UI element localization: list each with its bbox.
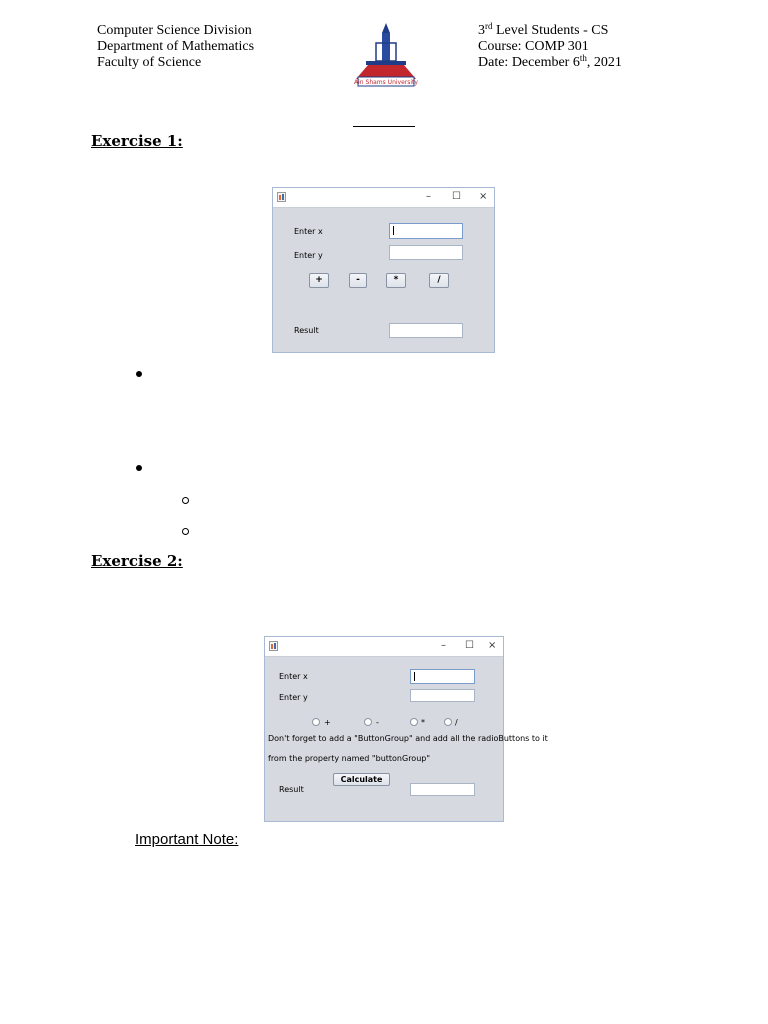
header-right: [478, 23, 622, 71]
multiply-button[interactable]: *: [386, 273, 406, 288]
bullet-1: [136, 371, 142, 377]
maximize-button[interactable]: ☐: [452, 191, 461, 202]
divide-button[interactable]: /: [429, 273, 449, 288]
university-logo: [352, 21, 420, 87]
result-label: Result: [294, 326, 319, 335]
enter-x-label: Enter x: [279, 672, 308, 681]
sub-bullet-2: [182, 528, 189, 535]
level-line: 3rd Level Students - CS: [478, 21, 609, 38]
minimize-button[interactable]: –: [441, 640, 446, 651]
enter-y-label: Enter y: [279, 693, 308, 702]
text-caret: [414, 672, 415, 681]
result-field[interactable]: [410, 783, 475, 796]
radio-subtract[interactable]: [364, 718, 372, 726]
buttongroup-note-line2: from the property named "buttonGroup": [268, 754, 431, 763]
result-label: Result: [279, 785, 304, 794]
division-line: Computer Science Division: [97, 23, 252, 38]
exercise-2-title: Exercise 2:: [91, 552, 183, 570]
radio-add-label: +: [324, 718, 331, 727]
maximize-button[interactable]: ☐: [465, 640, 474, 651]
radio-add[interactable]: [312, 718, 320, 726]
radio-divide-label: /: [455, 718, 458, 727]
minimize-button[interactable]: –: [426, 191, 431, 202]
y-input[interactable]: [410, 689, 475, 702]
calculator-window-1: [272, 187, 495, 353]
logo-caption: Ain Shams University: [354, 79, 418, 86]
date-line: Date: December 6th, 2021: [478, 53, 622, 70]
add-button[interactable]: +: [309, 273, 329, 288]
enter-y-label: Enter y: [294, 251, 323, 260]
department-line: Department of Mathematics: [97, 39, 255, 54]
radio-divide[interactable]: [444, 718, 452, 726]
exercise-1-title: Exercise 1:: [91, 132, 183, 150]
radio-multiply-label: *: [421, 718, 425, 727]
java-icon: [269, 641, 278, 651]
y-input[interactable]: [389, 245, 463, 260]
text-caret: [393, 226, 394, 235]
x-input[interactable]: [389, 223, 463, 239]
important-note-title: Important Note:: [135, 831, 239, 848]
window-titlebar: [273, 188, 494, 208]
buttongroup-note-line1: Don't forget to add a "ButtonGroup" and add all the radioButtons to it: [268, 734, 548, 743]
sub-bullet-1: [182, 497, 189, 504]
close-button[interactable]: ×: [479, 191, 488, 202]
subtract-button[interactable]: -: [349, 273, 367, 288]
result-field[interactable]: [389, 323, 463, 338]
calculator-window-2: [264, 636, 548, 822]
window-titlebar: [265, 637, 503, 657]
course-line: Course: COMP 301: [478, 39, 589, 54]
calculate-button[interactable]: Calculate: [333, 773, 390, 786]
header-left: [97, 23, 254, 71]
radio-multiply[interactable]: [410, 718, 418, 726]
radio-subtract-label: -: [376, 718, 379, 727]
header-rule: [353, 126, 415, 127]
faculty-line: Faculty of Science: [97, 55, 202, 70]
enter-x-label: Enter x: [294, 227, 323, 236]
close-button[interactable]: ×: [488, 640, 497, 651]
bullet-2: [136, 465, 142, 471]
x-input[interactable]: [410, 669, 475, 684]
java-icon: [277, 192, 286, 202]
